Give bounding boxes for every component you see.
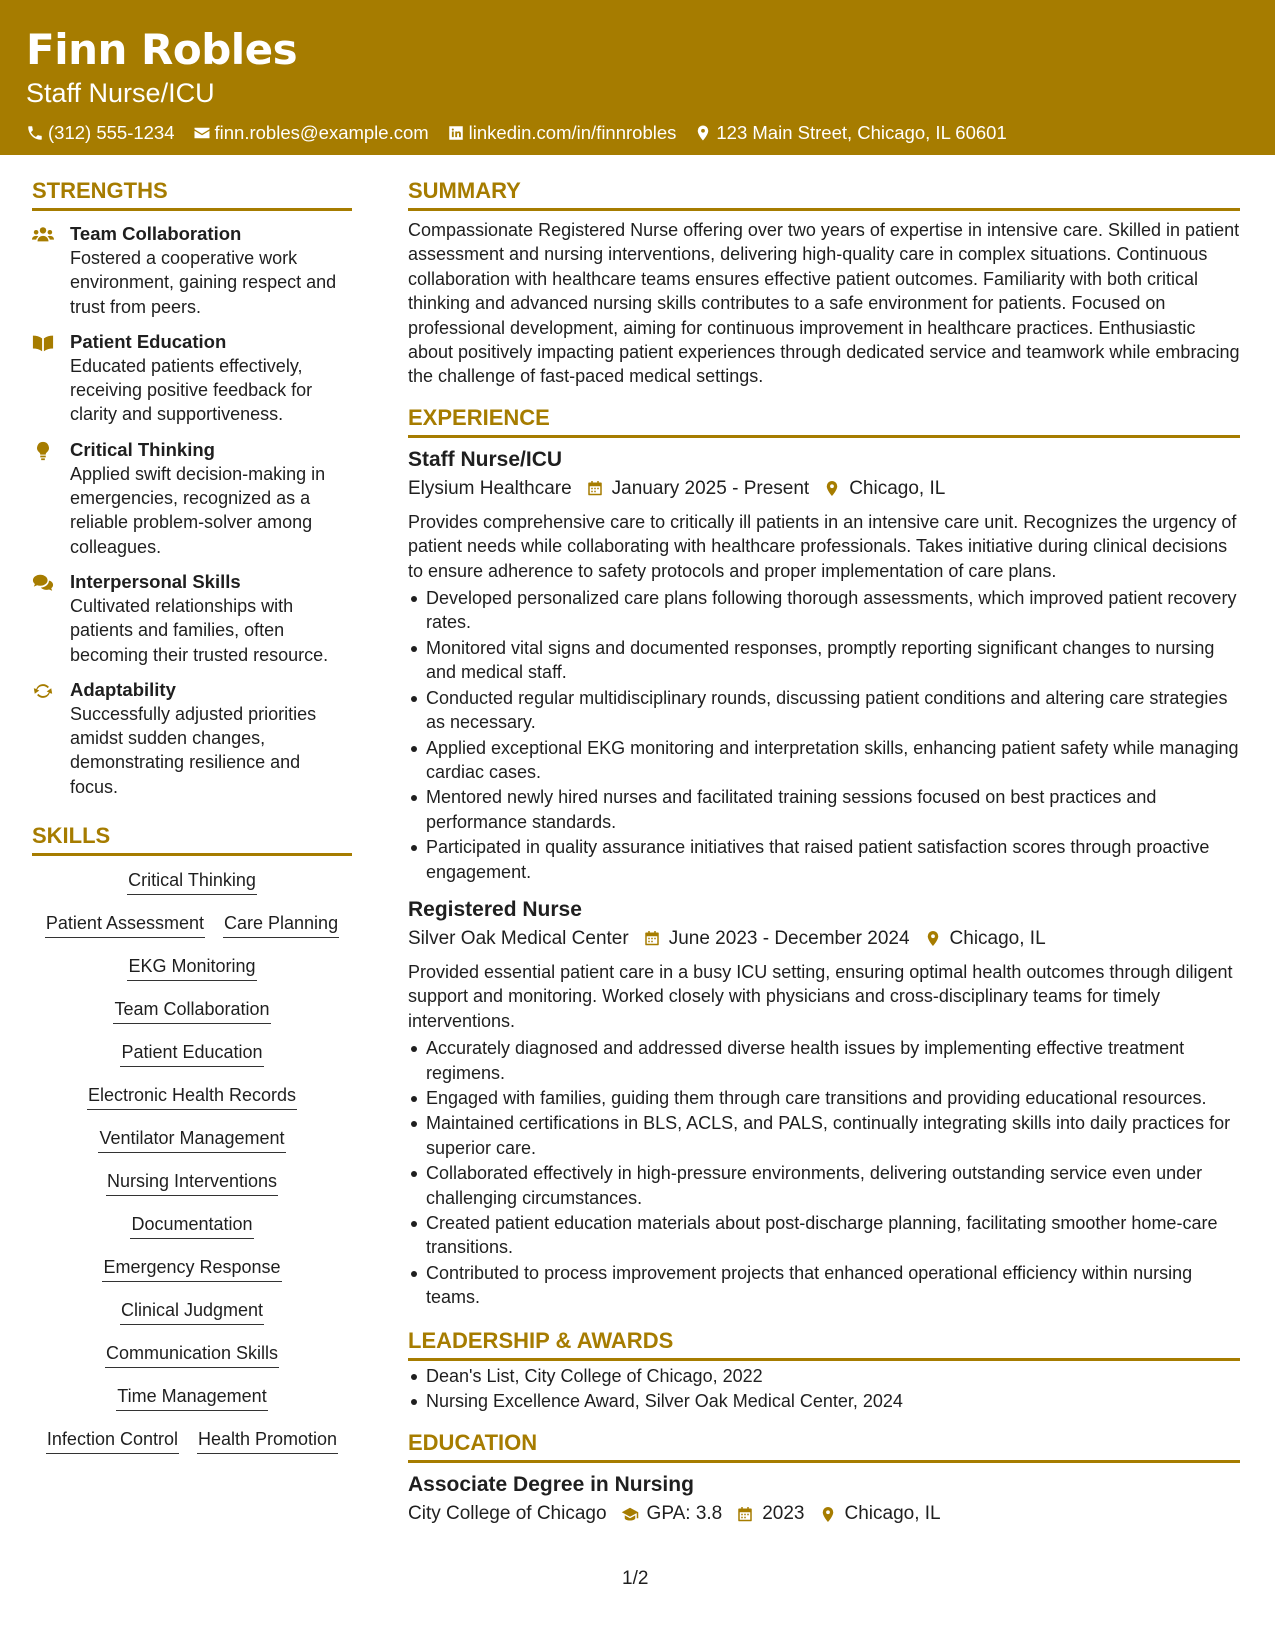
skill-row: [32, 1126, 352, 1169]
strength-item: [32, 222, 352, 319]
skill-tag: Infection Control: [46, 1427, 179, 1454]
job-bullet: Applied exceptional EKG monitoring and interpretation skills, enhancing patient safety while managing cardiac cases.: [408, 736, 1240, 785]
education-year: 2023: [762, 1503, 805, 1525]
strength-title: Patient Education: [70, 330, 227, 352]
job-bullet: Contributed to process improvement projects that enhanced operational efficiency within nursing teams.: [408, 1261, 1240, 1310]
linkedin-icon: [447, 124, 465, 142]
job-bullet: Created patient education materials about post-discharge planning, facilitating smoother home-care transitions.: [408, 1211, 1240, 1260]
skill-tag: Electronic Health Records: [87, 1083, 297, 1110]
candidate-name: Finn Robles: [26, 25, 298, 74]
degree-title: Associate Degree in Nursing: [408, 1473, 694, 1497]
skill-tag: Emergency Response: [102, 1255, 281, 1282]
job-bullets: [408, 1036, 1240, 1309]
skill-tag: Communication Skills: [105, 1341, 279, 1368]
strength-item: [32, 330, 352, 427]
school-name: City College of Chicago: [408, 1503, 607, 1525]
strength-desc: Educated patients effectively, receiving positive feedback for clarity and supportiveness.: [70, 355, 313, 425]
skill-row: [32, 1040, 352, 1083]
strength-desc: Successfully adjusted priorities amidst sudden changes, demonstrating resilience and focus.: [70, 703, 317, 797]
strength-desc: Applied swift decision-making in emergencies, recognized as a reliable problem-solver among colleagues.: [70, 463, 326, 557]
skills-list: [32, 868, 352, 1470]
skill-tag: Health Promotion: [197, 1427, 338, 1454]
summary-text: Compassionate Registered Nurse offering over two years of expertise in intensive care. Skilled in patient assessment and nursing interventions, delivering high-quality care in complex situations. Continuous collaboration with healthcare teams ensures effective patient outcomes. Familiarity with both critical thinking and advanced nursing skills contributes to a safe environment for patients. Focused on professional development, aiming for continuous improvement in healthcare practices. Enthusiastic about positively impacting patient experiences through dedicated service and teamwork while embracing the challenge of fast-paced medical settings.: [408, 220, 1240, 387]
education-heading: EDUCATION: [408, 1428, 1240, 1463]
calendar-icon: [643, 929, 661, 948]
job-dates: January 2025 - Present: [611, 477, 810, 499]
skill-tag: Documentation: [130, 1212, 253, 1239]
left-column: [32, 176, 352, 1470]
job-meta: [408, 924, 1240, 954]
map-pin-icon: [924, 929, 942, 948]
skill-row: [32, 868, 352, 911]
linkedin-text: linkedin.com/in/finnrobles: [468, 122, 677, 143]
strength-desc: Fostered a cooperative work environment, gaining respect and trust from peers.: [70, 248, 337, 317]
right-column: [408, 176, 1240, 1529]
skill-row: [32, 1298, 352, 1341]
job-location: Chicago, IL: [949, 927, 1046, 949]
experience-heading: EXPERIENCE: [408, 403, 1240, 438]
job-bullet: Conducted regular multidisciplinary rounds, discussing patient conditions and altering care strategies as necessary.: [408, 686, 1240, 735]
contact-email[interactable]: [193, 121, 429, 145]
job-title: Registered Nurse: [408, 897, 582, 921]
job-bullet: Accurately diagnosed and addressed diverse health issues by implementing effective treatment regimens.: [408, 1036, 1240, 1085]
strength-desc: Cultivated relationships with patients and families, often becoming their trusted resource.: [70, 595, 329, 665]
skill-row: [32, 997, 352, 1040]
candidate-role: Staff Nurse/ICU: [26, 78, 215, 108]
job-company: Silver Oak Medical Center: [408, 927, 629, 949]
strength-item: [32, 678, 352, 799]
phone-icon: [26, 124, 44, 142]
skill-tag: Nursing Interventions: [106, 1169, 278, 1196]
skill-row: [32, 1169, 352, 1212]
summary-heading: SUMMARY: [408, 176, 1240, 211]
strength-item: [32, 438, 352, 559]
job-bullet: Developed personalized care plans following thorough assessments, which improved patient recovery rates.: [408, 586, 1240, 635]
address-text: 123 Main Street, Chicago, IL 60601: [716, 122, 1007, 143]
awards-heading: LEADERSHIP & AWARDS: [408, 1326, 1240, 1361]
education-location: Chicago, IL: [844, 1503, 941, 1525]
job-bullet: Mentored newly hired nurses and facilitated training sessions focused on best practices and performance standards.: [408, 785, 1240, 834]
users-icon: [32, 225, 54, 245]
skill-tag: Patient Assessment: [45, 911, 205, 938]
skill-tag: Ventilator Management: [98, 1126, 285, 1153]
job-title: Staff Nurse/ICU: [408, 447, 563, 471]
job-bullet: Maintained certifications in BLS, ACLS, and PALS, continually integrating skills into daily practices for superior care.: [408, 1111, 1240, 1160]
job-description: Provided essential patient care in a busy ICU setting, ensuring optimal health outcomes through diligent support and monitoring. Worked closely with physicians and cross-disciplinary teams for timely interventions.: [408, 961, 1233, 1031]
email-text: finn.robles@example.com: [214, 122, 429, 143]
graduation-cap-icon: [621, 1505, 639, 1524]
map-pin-icon: [819, 1505, 837, 1524]
award-item: Dean's List, City College of Chicago, 2022: [408, 1364, 1240, 1388]
strength-item: [32, 570, 352, 667]
strengths-heading: STRENGTHS: [32, 176, 352, 211]
skill-row: [32, 1083, 352, 1126]
contact-address: [694, 121, 1006, 145]
awards-list: [408, 1364, 1240, 1414]
sync-icon: [32, 681, 54, 701]
skill-tag: Team Collaboration: [113, 997, 270, 1024]
strength-title: Interpersonal Skills: [70, 570, 241, 592]
skill-tag: Critical Thinking: [127, 868, 257, 895]
job-bullet: Collaborated effectively in high-pressure environments, delivering outstanding service even under challenging circumstances.: [408, 1161, 1240, 1210]
gpa-text: GPA: 3.8: [646, 1503, 723, 1525]
job-dates: June 2023 - December 2024: [668, 927, 910, 949]
calendar-icon: [736, 1505, 754, 1524]
skill-row: [32, 1384, 352, 1427]
skill-tag: Time Management: [116, 1384, 267, 1411]
job-entry: [408, 446, 1240, 884]
job-bullet: Participated in quality assurance initiatives that raised patient satisfaction scores through proactive engagement.: [408, 835, 1240, 884]
job-bullet: Monitored vital signs and documented responses, promptly reporting significant changes to nursing and medical staff.: [408, 636, 1240, 685]
skill-row: [32, 954, 352, 997]
strength-title: Team Collaboration: [70, 223, 242, 244]
skill-row: [32, 1255, 352, 1298]
comments-icon: [32, 573, 54, 593]
job-company: Elysium Healthcare: [408, 477, 572, 499]
book-icon: [32, 333, 54, 353]
job-location: Chicago, IL: [849, 477, 946, 499]
award-item: Nursing Excellence Award, Silver Oak Medical Center, 2024: [408, 1389, 1240, 1413]
job-entry: [408, 896, 1240, 1310]
contact-phone[interactable]: [26, 121, 175, 145]
skill-tag: Care Planning: [223, 911, 339, 938]
contact-linkedin[interactable]: [447, 121, 677, 145]
job-description: Provides comprehensive care to critically ill patients in an intensive care unit. Recognizes the urgency of patient needs while collaborating with healthcare professionals. Takes initiative during clinical decisions to ensure adherence to safety protocols and proper implementation of care plans.: [408, 511, 1237, 581]
job-bullet: Engaged with families, guiding them through care transitions and providing educational resources.: [408, 1086, 1240, 1110]
phone-text: (312) 555-1234: [48, 122, 175, 143]
resume-header: [0, 0, 1275, 155]
lightbulb-icon: [32, 441, 54, 461]
skill-tag: Patient Education: [120, 1040, 263, 1067]
strength-title: Adaptability: [70, 678, 176, 700]
skill-tag: Clinical Judgment: [120, 1298, 264, 1325]
calendar-icon: [586, 479, 604, 498]
skill-row: [32, 1341, 352, 1384]
skill-row: [32, 1212, 352, 1255]
skill-tag: EKG Monitoring: [127, 954, 256, 981]
map-pin-icon: [823, 479, 841, 498]
contact-bar: [26, 121, 1249, 145]
skills-heading: SKILLS: [32, 821, 352, 856]
map-pin-icon: [694, 124, 712, 142]
education-meta: [408, 1499, 1240, 1529]
job-meta: [408, 474, 1240, 504]
job-bullets: [408, 586, 1240, 884]
envelope-icon: [193, 124, 211, 142]
strength-title: Critical Thinking: [70, 438, 215, 460]
page-number: 1/2: [622, 1568, 649, 1589]
